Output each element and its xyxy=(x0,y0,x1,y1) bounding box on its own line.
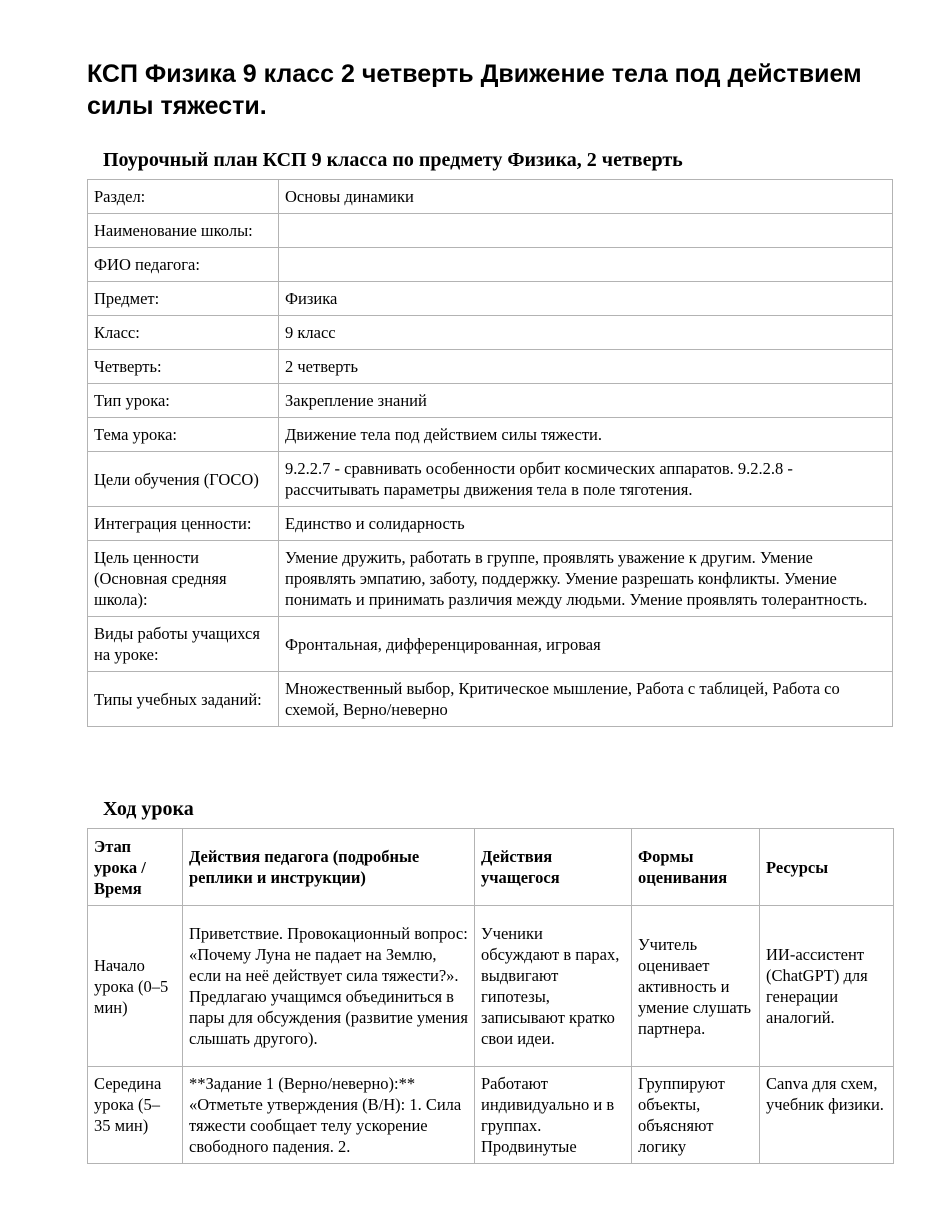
stage-cell: Начало урока (0–5 мин) xyxy=(88,906,183,1067)
teacher-cell: Приветствие. Провокационный вопрос: «Почему Луна не падает на Землю, если на неё действует сила тяжести?». Предлагаю учащимся объединиться в пары для обсуждения (развитие умения слышать другого). xyxy=(183,906,475,1067)
table-row xyxy=(88,282,893,316)
table-row xyxy=(88,452,893,507)
row-label: Предмет: xyxy=(88,282,279,316)
column-header-assessment: Формы оценивания xyxy=(632,829,760,906)
row-value: Единство и солидарность xyxy=(279,507,893,541)
resources-cell: ИИ-ассистент (ChatGPT) для генерации аналогий. xyxy=(760,906,894,1067)
row-label: Цели обучения (ГОСО) xyxy=(88,452,279,507)
row-label: Тип урока: xyxy=(88,384,279,418)
table-row xyxy=(88,507,893,541)
table-row xyxy=(88,384,893,418)
row-value: Закрепление знаний xyxy=(279,384,893,418)
row-label: Тема урока: xyxy=(88,418,279,452)
plan-heading: Поурочный план КСП 9 класса по предмету Физика, 2 четверть xyxy=(103,149,683,171)
resources-text: Canva для схем, учебник физики. xyxy=(766,1074,884,1114)
teacher-text: **Задание 1 (Верно/неверно):** «Отметьте утверждения (В/Н): 1. Сила тяжести сообщает телу ускорение свободного падения. 2. xyxy=(189,1074,462,1156)
row-value: 9.2.2.7 - сравнивать особенности орбит космических аппаратов. 9.2.2.8 - рассчитывать параметры движения тела в поле тяготения. xyxy=(279,452,893,507)
assessment-cell: Учитель оценивает активность и умение слушать партнера. xyxy=(632,906,760,1067)
row-value: Умение дружить, работать в группе, проявлять уважение к другим. Умение проявлять эмпатию, заботу, поддержку. Умение разрешать конфликты. Умение понимать и принимать различия между людьми. Умение проявлять толерантность. xyxy=(279,541,893,617)
teacher-cell xyxy=(183,1067,475,1164)
lesson-flow-table xyxy=(87,828,894,1164)
table-row xyxy=(88,418,893,452)
row-value: Движение тела под действием силы тяжести. xyxy=(279,418,893,452)
row-value: Основы динамики xyxy=(279,180,893,214)
table-row xyxy=(88,316,893,350)
lesson-flow-heading: Ход урока xyxy=(103,798,194,820)
table-row xyxy=(88,180,893,214)
column-header-teacher: Действия педагога (подробные реплики и инструкции) xyxy=(183,829,475,906)
stage-cell xyxy=(88,1067,183,1164)
table-row xyxy=(88,617,893,672)
row-label: Типы учебных заданий: xyxy=(88,672,279,727)
student-text: Работают индивидуально и в группах. Продвинутые xyxy=(481,1074,615,1156)
row-label: ФИО педагога: xyxy=(88,248,279,282)
row-value: Физика xyxy=(279,282,893,316)
table-row xyxy=(88,214,893,248)
row-value xyxy=(279,214,893,248)
table-row xyxy=(88,906,894,1067)
student-cell: Ученики обсуждают в парах, выдвигают гипотезы, записывают кратко свои идеи. xyxy=(475,906,632,1067)
row-label: Четверть: xyxy=(88,350,279,384)
row-value xyxy=(279,248,893,282)
row-value: 9 класс xyxy=(279,316,893,350)
lesson-plan-table xyxy=(87,179,893,727)
table-row xyxy=(88,541,893,617)
row-label: Класс: xyxy=(88,316,279,350)
table-row xyxy=(88,672,893,727)
column-header-student: Действия учащегося xyxy=(475,829,632,906)
student-cell xyxy=(475,1067,632,1164)
row-value: 2 четверть xyxy=(279,350,893,384)
column-header-resources: Ресурсы xyxy=(760,829,894,906)
row-label: Интеграция ценности: xyxy=(88,507,279,541)
row-label: Наименование школы: xyxy=(88,214,279,248)
table-row xyxy=(88,1067,894,1164)
table-row xyxy=(88,248,893,282)
resources-cell xyxy=(760,1067,894,1164)
row-label: Виды работы учащихся на уроке: xyxy=(88,617,279,672)
row-label: Цель ценности (Основная средняя школа): xyxy=(88,541,279,617)
stage-text: Середина урока (5–35 мин) xyxy=(94,1074,162,1135)
table-row xyxy=(88,350,893,384)
column-header-stage: Этап урока / Время xyxy=(88,829,183,906)
row-value: Множественный выбор, Критическое мышление, Работа с таблицей, Работа со схемой, Верно/неверно xyxy=(279,672,893,727)
assessment-cell xyxy=(632,1067,760,1164)
page-title: КСП Физика 9 класс 2 четверть Движение тела под действием силы тяжести. xyxy=(87,60,862,120)
row-value: Фронтальная, дифференцированная, игровая xyxy=(279,617,893,672)
assessment-text: Группируют объекты, объясняют логику xyxy=(638,1074,725,1156)
row-label: Раздел: xyxy=(88,180,279,214)
table-header-row xyxy=(88,829,894,906)
